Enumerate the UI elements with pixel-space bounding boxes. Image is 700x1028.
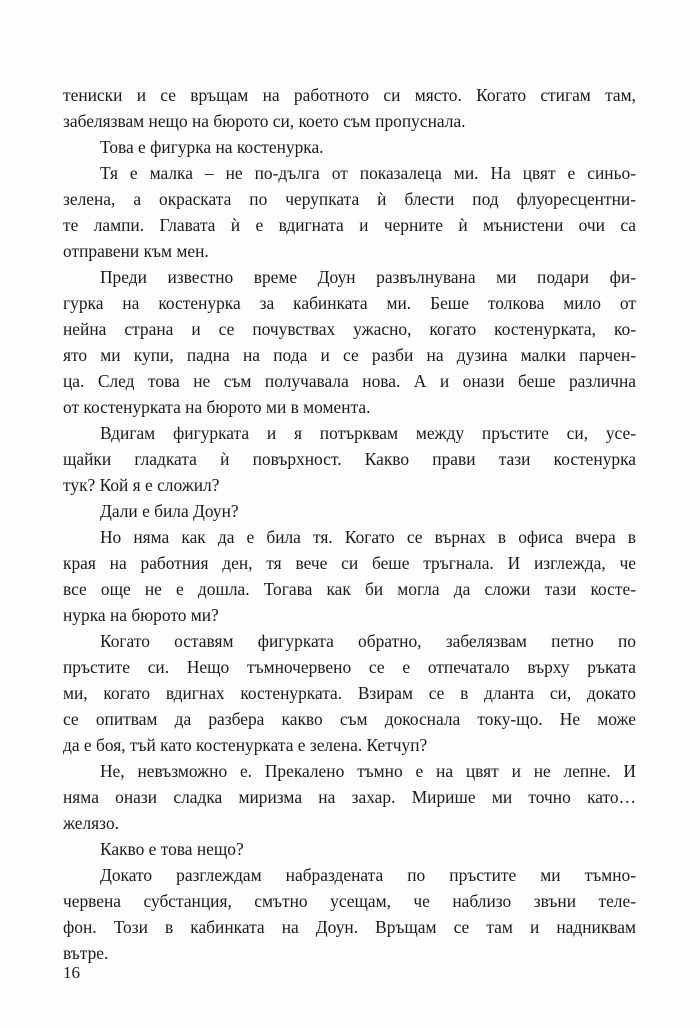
body-text xyxy=(63,82,636,966)
text-line: се опитвам да разбера какво съм докоснала току-що. Не може xyxy=(63,709,636,729)
text-line: Това е фигурка на костенурка. xyxy=(100,137,324,157)
text-line: Вдигам фигурката и я потърквам между пръстите си, усе- xyxy=(100,423,636,443)
text-line: забелязвам нещо на бюрото си, което съм пропуснала. xyxy=(63,111,466,131)
text-line: вътре. xyxy=(63,943,109,963)
text-line: пръстите си. Нещо тъмночервено се е отпечатало върху ръката xyxy=(63,657,636,677)
text-line: тениски и се връщам на работното си място. Когато стигам там, xyxy=(63,85,636,105)
text-line: Тя е малка – не по-дълга от показалеца ми. На цвят е синьо- xyxy=(100,163,636,183)
text-line: Не, невъзможно е. Прекалено тъмно е на цвят и не лепне. И xyxy=(100,761,636,781)
text-line: отправени към мен. xyxy=(63,241,209,261)
text-line: Но няма как да е била тя. Когато се върнах в офиса вчера в xyxy=(100,527,636,547)
text-line: желязо. xyxy=(63,813,119,833)
page-number: 16 xyxy=(63,963,80,982)
text-line: все още не е дошла. Тогава как би могла да сложи тази косте- xyxy=(63,579,636,599)
text-line: те лампи. Главата ѝ е вдигната и черните ѝ мънистени очи са xyxy=(63,215,636,235)
text-line: ми, когато вдигнах костенурката. Взирам се в дланта си, докато xyxy=(63,683,636,703)
text-line: ято ми купи, падна на пода и се разби на дузина малки парчен- xyxy=(63,345,636,365)
text-line: ца. След това не съм получавала нова. А и онази беше различна xyxy=(63,371,636,391)
text-line: няма онази сладка миризма на захар. Мирише ми точно като… xyxy=(63,787,636,807)
text-line: зелена, а окраската по черупката ѝ блести под флуоресцентни- xyxy=(63,189,636,209)
text-line: гурка на костенурка за кабинката ми. Беше толкова мило от xyxy=(63,293,636,313)
text-line: да е боя, тъй като костенурката е зелена. Кетчуп? xyxy=(63,735,428,755)
text-line: нурка на бюрото ми? xyxy=(63,605,219,625)
text-line: нейна страна и се почувствах ужасно, когато костенурката, ко- xyxy=(63,319,636,339)
text-line: Преди известно време Доун развълнувана ми подари фи- xyxy=(100,267,636,287)
text-line: Какво е това нещо? xyxy=(100,839,244,859)
text-line: от костенурката на бюрото ми в момента. xyxy=(63,397,371,417)
text-line: края на работния ден, тя вече си беше тръгнала. И изглежда, че xyxy=(63,553,636,573)
text-line: Когато оставям фигурката обратно, забелязвам петно по xyxy=(100,631,636,651)
text-line: Докато разглеждам набраздената по пръстите ми тъмно- xyxy=(100,865,636,885)
text-line: щайки гладката ѝ повърхност. Какво прави тази костенурка xyxy=(63,449,636,469)
text-line: червена субстанция, смътно усещам, че наблизо звъни теле- xyxy=(63,891,636,911)
text-line: фон. Този в кабинката на Доун. Връщам се там и надниквам xyxy=(63,917,636,937)
text-line: Дали е била Доун? xyxy=(100,501,239,521)
text-line: тук? Кой я е сложил? xyxy=(63,475,220,495)
